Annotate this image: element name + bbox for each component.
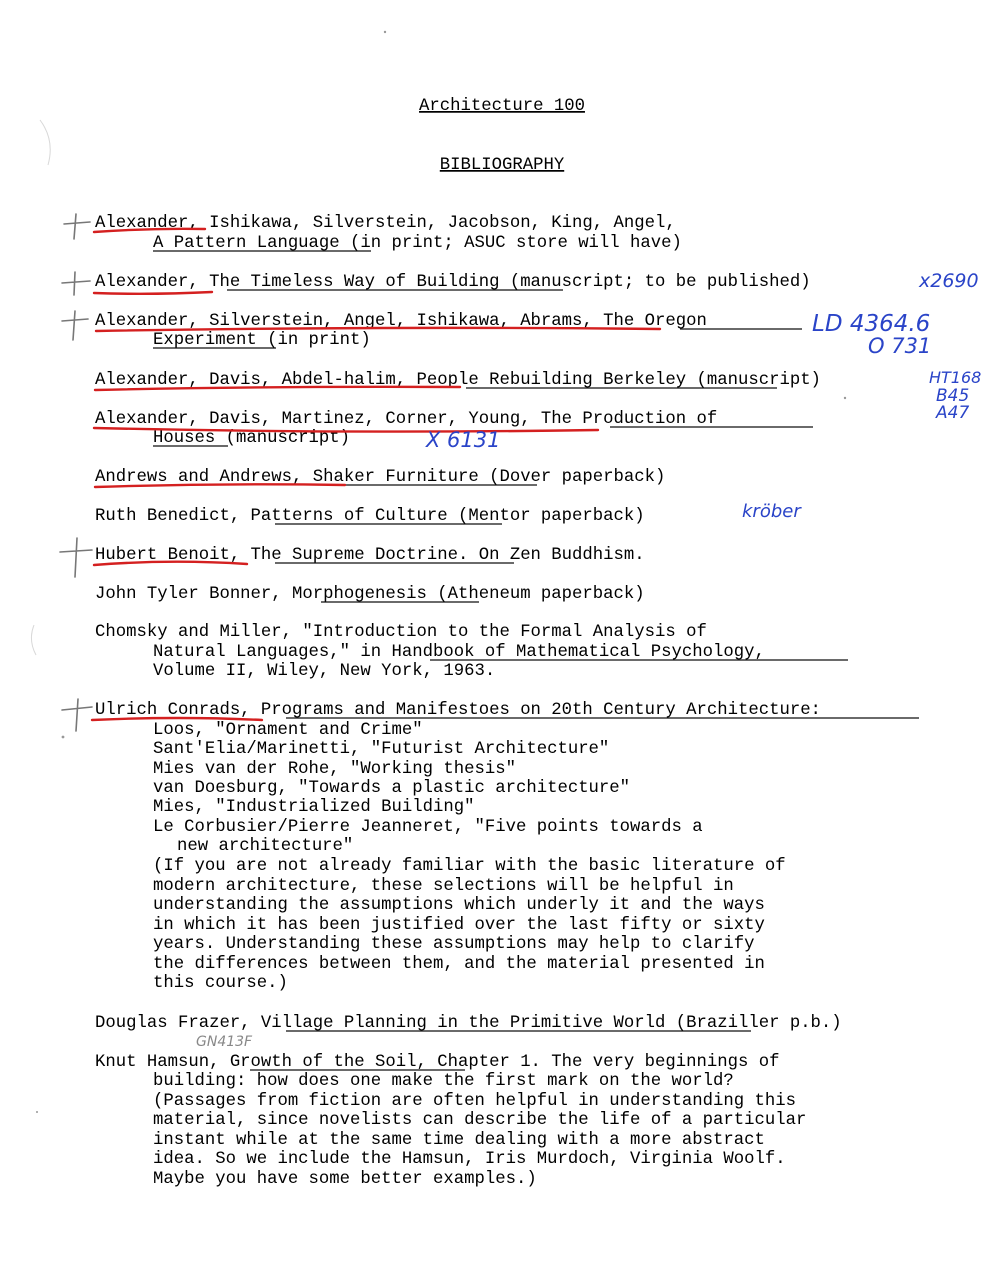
entry-line: Andrews and Andrews, Shaker Furniture (Dover paperback) xyxy=(95,468,666,487)
entry-line: idea. So we include the Hamsun, Iris Murdoch, Virginia Woolf. xyxy=(153,1150,786,1169)
bibliography-heading: BIBLIOGRAPHY xyxy=(439,156,565,175)
entry-line: Houses (manuscript) xyxy=(153,429,351,448)
entry-line: Alexander, The Timeless Way of Building (manuscript; to be published) xyxy=(95,273,811,292)
entry-line: understanding the assumptions which underly it and the ways xyxy=(153,896,765,915)
entry-line: building: how does one make the first mark on the world? xyxy=(153,1072,734,1091)
entry-line: John Tyler Bonner, Morphogenesis (Atheneum paperback) xyxy=(95,585,645,604)
bib-entry-patterns-of-culture xyxy=(95,507,645,526)
entry-line: Mies van der Rohe, "Working thesis" xyxy=(153,760,516,779)
entry-line: Mies, "Industrialized Building" xyxy=(153,798,475,817)
note-call-number: X 6131 xyxy=(426,428,501,452)
entry-line: (Passages from fiction are often helpful in understanding this xyxy=(153,1092,796,1111)
bib-entry-village-planning xyxy=(95,1014,842,1033)
entry-line: Douglas Frazer, Village Planning in the Primitive World (Braziller p.b.) xyxy=(95,1014,842,1033)
entry-line: new architecture" xyxy=(177,837,354,856)
note-call-number: GN413F xyxy=(196,1034,253,1050)
entry-line: A Pattern Language (in print; ASUC store will have) xyxy=(153,234,682,253)
note-call-number: O 731 xyxy=(868,334,932,358)
entry-line: Ulrich Conrads, Programs and Manifestoes on 20th Century Architecture: xyxy=(95,701,821,720)
bib-entry-alexander-pattern-language xyxy=(95,214,682,253)
entry-line: this course.) xyxy=(153,974,288,993)
entry-line: years. Understanding these assumptions may help to clarify xyxy=(153,935,755,954)
entry-line: van Doesburg, "Towards a plastic architecture" xyxy=(153,779,631,798)
entry-line: the differences between them, and the material presented in xyxy=(153,955,765,974)
entry-line: Loos, "Ornament and Crime" xyxy=(153,721,423,740)
entry-line: instant while at the same time dealing with a more abstract xyxy=(153,1131,765,1150)
entry-line: Alexander, Davis, Abdel-halim, People Rebuilding Berkeley (manuscript) xyxy=(95,371,821,390)
entry-line: Ruth Benedict, Patterns of Culture (Mentor paperback) xyxy=(95,507,645,526)
entry-line: in which it has been justified over the last fifty or sixty xyxy=(153,916,765,935)
entry-line: Alexander, Davis, Martinez, Corner, Young, The Production of xyxy=(95,410,718,429)
margin-check-marks-text xyxy=(0,0,9,4)
entry-line: Maybe you have some better examples.) xyxy=(153,1170,537,1189)
entry-line: Knut Hamsun, Growth of the Soil, Chapter 1. The very beginnings of xyxy=(95,1053,780,1072)
entry-line: (If you are not already familiar with the basic literature of xyxy=(153,857,786,876)
bib-entry-morphogenesis xyxy=(95,585,645,604)
entry-line: Alexander, Silverstein, Angel, Ishikawa, Abrams, The Oregon xyxy=(95,312,707,331)
note-author-name: kröber xyxy=(742,501,801,522)
entry-line: Le Corbusier/Pierre Jeanneret, "Five points towards a xyxy=(153,818,703,837)
entry-line: material, since novelists can describe the life of a particular xyxy=(153,1111,807,1130)
entry-line: modern architecture, these selections will be helpful in xyxy=(153,877,734,896)
entry-line: Alexander, Ishikawa, Silverstein, Jacobson, King, Angel, xyxy=(95,214,676,233)
note-call-number: HT168 xyxy=(929,368,982,387)
entry-line: Chomsky and Miller, "Introduction to the Formal Analysis of xyxy=(95,623,707,642)
note-call-number: x2690 xyxy=(919,270,979,292)
entry-line: Sant'Elia/Marinetti, "Futurist Architecture" xyxy=(153,740,610,759)
note-call-number: A47 xyxy=(936,403,970,423)
note-call-number: B45 xyxy=(936,386,970,406)
bib-entry-timeless-way xyxy=(95,273,811,292)
entry-line: Experiment (in print) xyxy=(153,331,371,350)
entry-line: Natural Languages," in Handbook of Mathematical Psychology, xyxy=(153,643,765,662)
entry-line: Hubert Benoit, The Supreme Doctrine. On Zen Buddhism. xyxy=(95,546,645,565)
note-call-number: LD 4364.6 xyxy=(812,311,931,337)
document-title: Architecture 100 xyxy=(419,97,585,116)
bib-entry-growth-of-the-soil xyxy=(95,1053,806,1189)
entry-line: Volume II, Wiley, New York, 1963. xyxy=(153,662,496,681)
